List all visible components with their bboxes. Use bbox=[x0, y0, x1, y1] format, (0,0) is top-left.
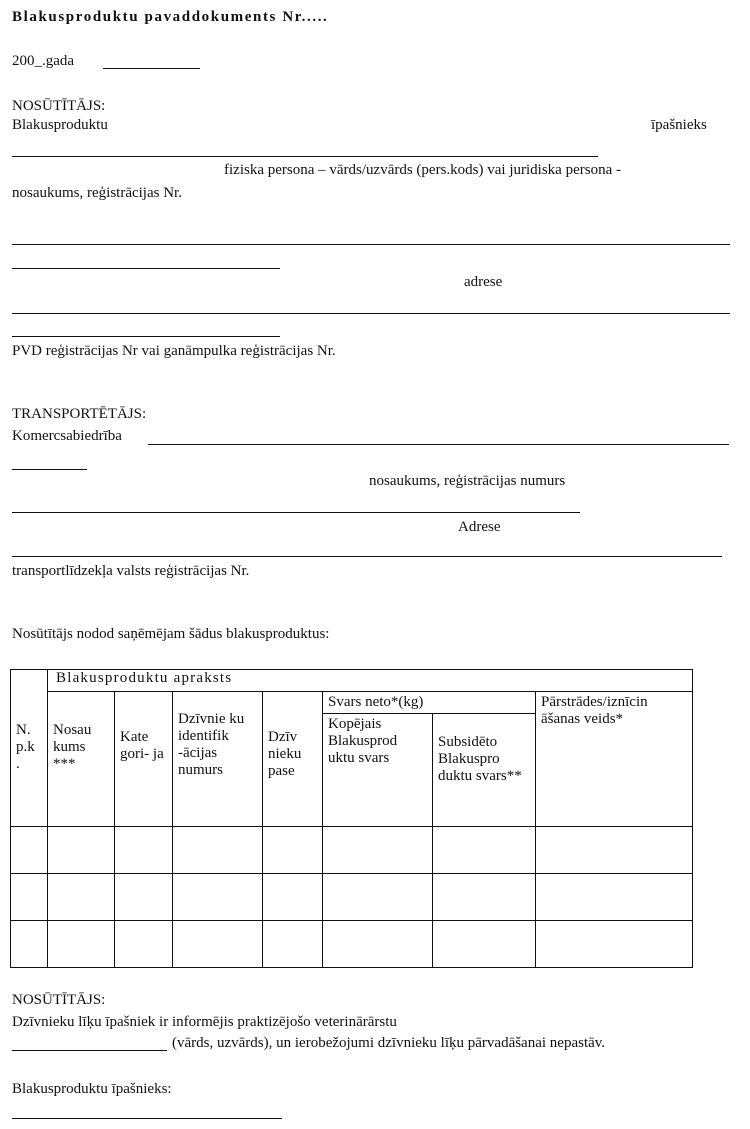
col-header-weight: Svars neto*(kg) bbox=[323, 692, 536, 714]
sender-person-note: fiziska persona – vārds/uzvārds (pers.kods) vai juridiska persona - bbox=[224, 162, 621, 178]
sender-name-line-2 bbox=[12, 268, 280, 269]
footer-informed-line: Dzīvnieku līķu īpašniek ir informējis praktizējošo veterinārārstu bbox=[12, 1014, 397, 1030]
footer-owner-signature-line bbox=[12, 1118, 282, 1119]
col-header-animal-id: Dzīvnie ku identifik -ācijas numurs bbox=[173, 692, 263, 827]
sender-byproduct-label: Blakusproduktu bbox=[12, 117, 108, 133]
col-header-total-weight: Kopējais Blakusprod uktu svars bbox=[323, 714, 433, 827]
sender-address-line-1 bbox=[12, 313, 730, 314]
table-row bbox=[11, 827, 693, 874]
sender-name-line-1 bbox=[12, 244, 730, 245]
footer-restrictions-line: (vārds, uzvārds), un ierobežojumi dzīvnieku līķu pārvadāšanai nepastāv. bbox=[172, 1035, 606, 1051]
carrier-heading: TRANSPORTĒTĀJS: bbox=[12, 406, 147, 422]
col-header-category: Kate gori- ja bbox=[115, 692, 173, 827]
sender-pvd-label: PVD reģistrācijas Nr vai ganāmpulka reģistrācijas Nr. bbox=[12, 343, 336, 359]
sender-heading: NOSŪTĪTĀJS: bbox=[12, 98, 106, 114]
table-row bbox=[11, 921, 693, 968]
document-title: Blakusproduktu pavaddokuments Nr..... bbox=[12, 9, 329, 25]
sender-owner-line bbox=[12, 156, 598, 157]
col-header-subsidized-weight: Subsidēto Blakuspro duktu svars** bbox=[433, 714, 536, 827]
footer-vet-name-line bbox=[12, 1050, 167, 1051]
sender-person-note-cont: nosaukums, reģistrācijas Nr. bbox=[12, 185, 182, 201]
col-header-processing: Pārstrādes/iznīcin āšanas veids* bbox=[536, 692, 693, 827]
footer-sender-heading: NOSŪTĪTĀJS: bbox=[12, 992, 106, 1008]
carrier-vehicle-label: transportlīdzekļa valsts reģistrācijas Nr. bbox=[12, 563, 250, 579]
carrier-company-line bbox=[148, 444, 729, 445]
group-header-description: Blakusprodukt​u apraksts bbox=[48, 670, 693, 692]
carrier-company-label: Komercsabiedrība bbox=[12, 428, 122, 444]
sender-address-label: adrese bbox=[464, 274, 503, 290]
carrier-name-label: nosaukums, reģistrācijas numurs bbox=[369, 473, 566, 489]
carrier-name-line bbox=[12, 512, 580, 513]
col-header-np: N. p.k . bbox=[11, 670, 48, 827]
transfer-statement: Nosūtītājs nodod saņēmējam šādus blakusproduktus: bbox=[12, 626, 330, 642]
col-header-passport: Dzīv nieku pase bbox=[263, 692, 323, 827]
carrier-address-label: Adrese bbox=[458, 519, 501, 535]
date-blank-line bbox=[103, 68, 200, 69]
footer-owner-label: Blakusproduktu īpašnieks: bbox=[12, 1081, 172, 1097]
table-row bbox=[11, 874, 693, 921]
date-label: 200_.gada bbox=[12, 53, 75, 69]
sender-owner-label: īpašnieks bbox=[651, 117, 707, 133]
carrier-company-line-2 bbox=[12, 469, 87, 470]
carrier-address-line bbox=[12, 556, 722, 557]
sender-address-line-2 bbox=[12, 336, 280, 337]
col-header-name: Nosau kums *** bbox=[48, 692, 115, 827]
byproducts-table bbox=[10, 669, 693, 968]
